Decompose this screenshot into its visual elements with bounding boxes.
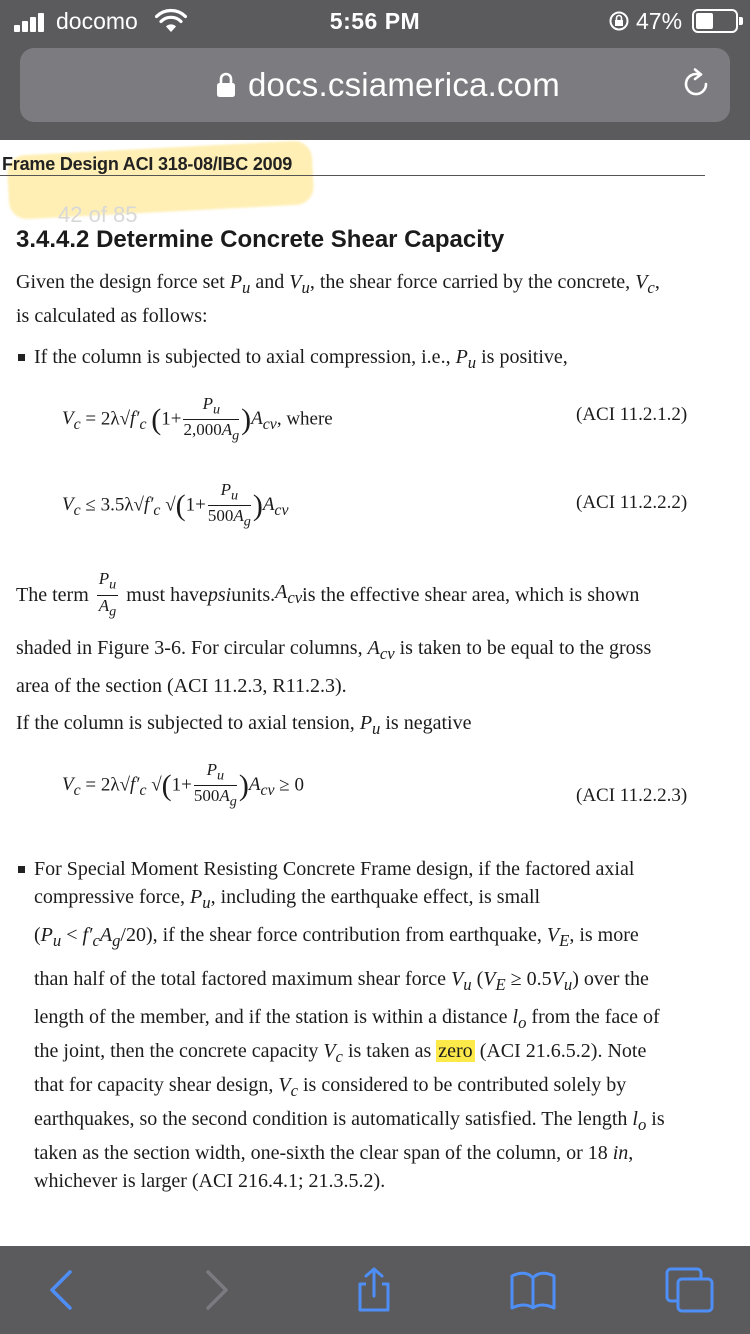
url-text[interactable]: docs.csiamerica.com: [248, 66, 560, 103]
bullet-marker: [18, 866, 25, 873]
document-header: Frame Design ACI 318-08/IBC 2009: [2, 154, 293, 174]
bookmarks-icon[interactable]: [508, 1266, 558, 1314]
highlight-mark: [7, 140, 315, 220]
intro-paragraph: Given the design force set $P_u$ and $V_u$, the shear force carried by the concrete, $V_c$, is calculated as follows:: [16, 271, 660, 327]
status-bar: [0, 0, 750, 42]
equation-reference: (ACI 11.2.2.2): [576, 492, 688, 513]
equation-11-2-2-2: $V_c \le 3.5\lambda√f'_c$ √(1+ $\frac{P_u}{500A_g}$ )$A_{cv}$: [62, 480, 289, 530]
section-title: 3.4.4.2 Determine Concrete Shear Capacity: [16, 226, 505, 253]
equation-reference: (ACI 11.2.2.3): [576, 785, 688, 806]
browser-toolbar: [0, 1246, 750, 1334]
tension-paragraph: If the column is subjected to axial tension, $P_u$ is negative: [16, 712, 472, 738]
carrier-name: docomo: [56, 8, 138, 34]
bullet-special-moment-frame: For Special Moment Resisting Concrete Frame design, if the factored axial compressive force, $P_u$, including the earthquake effect, is small $(P_u < f'_cA_g/20)$, if the shear force contribution from earthquake, $V_E$, is more than half of the total factored maximum shear force $V_u$ $(V_E \ge 0.5V_u)$ over the length of the member, and if the station is within a distance $l_o$ from the face of the joint, then the concrete capacity $V_c$ is taken as zero (ACI 21.6.5.2). Note that for capacity shear design, $V_c$ is considered to be contributed solely by earthquakes, so the second condition is automatically satisfied. The length $l_o$ is taken as the section width, one-sixth the clear span of the column, or 18 in, whichever is larger (ACI 216.4.1; 21.3.5.2).: [34, 858, 665, 1192]
term-paragraph: The term $\frac{P_u}{A_g}$ must have psi units. $A_{cv}$ is the effective shear area, which is shown shaded in Figure 3-6. For circular columns, $A_{cv}$ is taken to be equal to the gross area of the section (ACI 11.2.3, R11.2.3).: [16, 569, 652, 697]
reload-icon[interactable]: [678, 66, 714, 102]
battery-percentage: 47%: [636, 8, 683, 34]
clock: 5:56 PM: [329, 8, 421, 34]
bullet-compression: If the column is subjected to axial compression, i.e., $P_u$ is positive,: [34, 346, 568, 372]
browser-chrome-top: [0, 0, 750, 140]
document-page: [0, 140, 750, 1246]
rotation-lock-icon: [608, 10, 630, 32]
equation-11-2-1-2: $V_c = 2\lambda√f'_c$ (1+ $\frac{P_u}{2,000A_g}$ )$A_{cv}$, where: [62, 394, 333, 444]
bullet-marker: [18, 354, 25, 361]
equation-11-2-2-3: $V_c = 2\lambda√f'_c$ √(1+ $\frac{P_u}{500A_g}$ )$A_{cv} \ge 0$: [62, 760, 304, 810]
back-icon[interactable]: [40, 1266, 84, 1314]
forward-icon[interactable]: [194, 1266, 238, 1314]
equation-reference: (ACI 11.2.1.2): [576, 404, 688, 425]
lock-icon: [216, 72, 236, 98]
highlighted-word: zero: [438, 1040, 473, 1062]
share-icon[interactable]: [352, 1266, 396, 1314]
page-indicator: 42 of 85: [58, 202, 138, 227]
battery-icon: [692, 9, 738, 33]
address-bar[interactable]: [20, 48, 730, 122]
header-divider: [0, 175, 705, 176]
tabs-icon[interactable]: [664, 1266, 716, 1314]
